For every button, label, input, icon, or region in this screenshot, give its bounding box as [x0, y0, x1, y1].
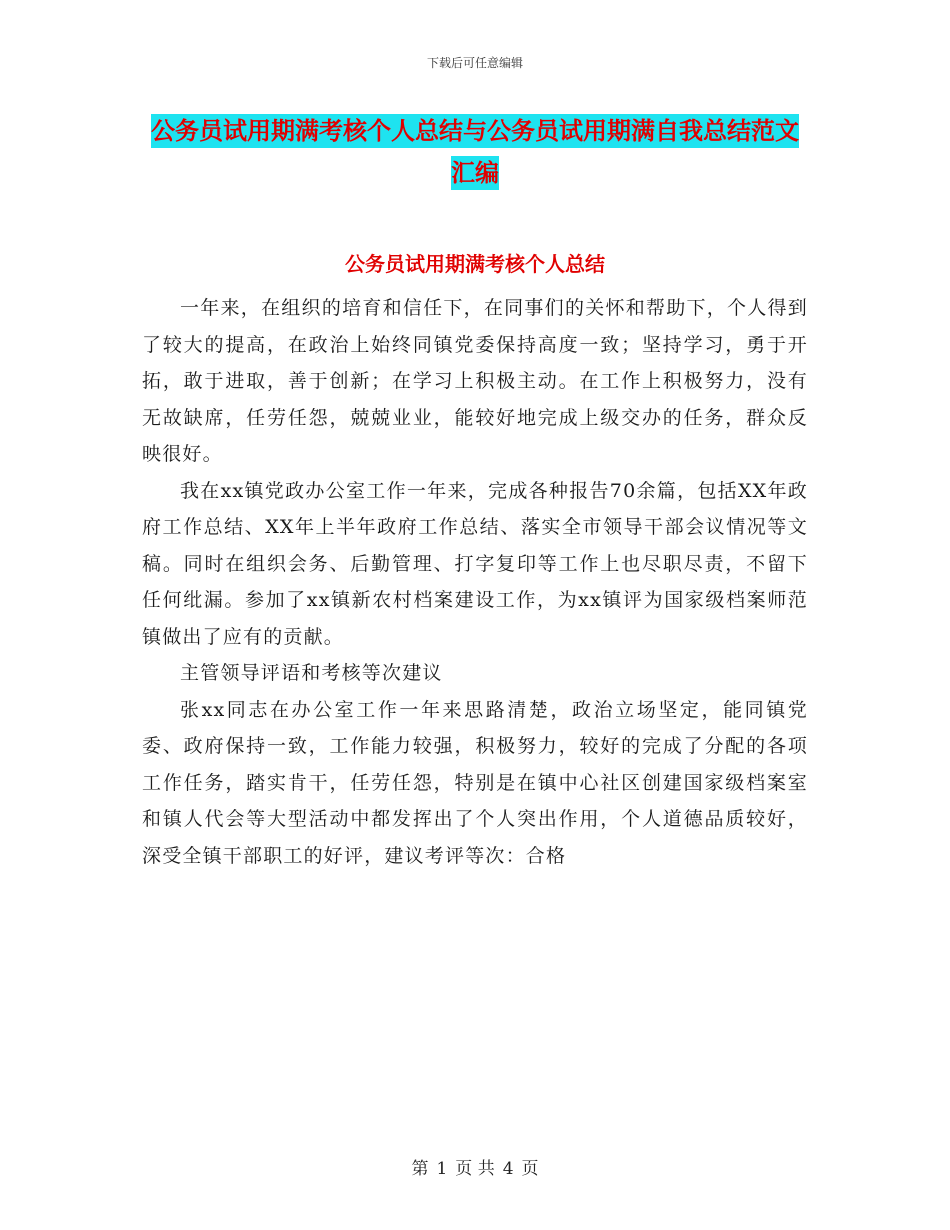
paragraph-1: 一年来，在组织的培育和信任下，在同事们的关怀和帮助下，个人得到了较大的提高，在政治上始终同镇党委保持高度一致；坚持学习，勇于开拓，敢于进取，善于创新；在学习上积极主动。在工作上积极努力，没有无故缺席，任劳任怨，兢兢业业，能较好地完成上级交办的任务，群众反映很好。: [142, 297, 808, 465]
document-title: [142, 110, 808, 194]
page-footer: [0, 1154, 950, 1179]
paragraph-4: 张xx同志在办公室工作一年来思路清楚，政治立场坚定，能同镇党委、政府保持一致，工作能力较强，积极努力，较好的完成了分配的各项工作任务，踏实肯干，任劳任怨，特别是在镇中心社区创建国家级档案室和镇人代会等大型活动中都发挥出了个人突出作用，个人道德品质较好，深受全镇干部职工的好评，建议考评等次：合格: [142, 698, 808, 867]
page-number: 1: [436, 1159, 448, 1179]
footer-suffix: 页: [521, 1159, 539, 1179]
document-body: [142, 290, 808, 874]
header-note: 下载后可任意编辑: [426, 56, 523, 70]
page-total: 4: [502, 1159, 514, 1179]
document-title-text: 公务员试用期满考核个人总结与公务员试用期满自我总结范文汇编: [151, 114, 799, 190]
footer-middle: 页 共: [455, 1159, 495, 1179]
footer-prefix: 第: [411, 1159, 429, 1179]
paragraph-3: 主管领导评语和考核等次建议: [180, 662, 443, 684]
section-title: 公务员试用期满考核个人总结: [345, 252, 605, 276]
paragraph-2: 我在xx镇党政办公室工作一年来，完成各种报告70余篇，包括XX年政府工作总结、XX年上半年政府工作总结、落实全市领导干部会议情况等文稿。同时在组织会务、后勤管理、打字复印等工作上也尽职尽责，不留下任何纰漏。参加了xx镇新农村档案建设工作，为xx镇评为国家级档案师范镇做出了应有的贡献。: [142, 479, 808, 648]
